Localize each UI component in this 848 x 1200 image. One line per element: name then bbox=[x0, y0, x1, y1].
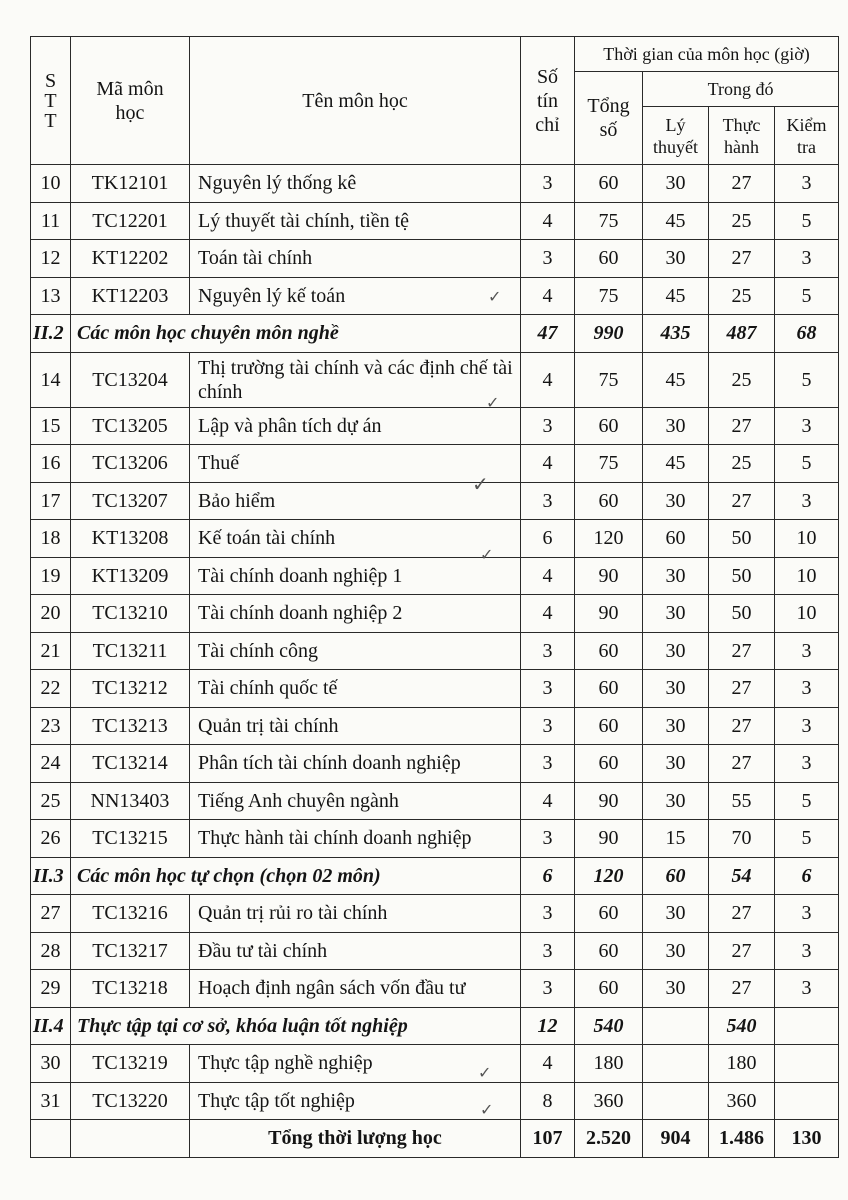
cell-practice-hours: 50 bbox=[709, 520, 775, 558]
cell-exam-hours: 5 bbox=[775, 352, 839, 407]
cell-total-hours: 60 bbox=[575, 632, 643, 670]
cell-theory-hours bbox=[643, 1045, 709, 1083]
cell-stt: 23 bbox=[31, 707, 71, 745]
section-exam-hours: 68 bbox=[775, 315, 839, 353]
cell-course-name: Kế toán tài chính bbox=[190, 520, 521, 558]
cell-exam-hours: 5 bbox=[775, 445, 839, 483]
table-row bbox=[31, 240, 839, 278]
cell-course-name: Thực tập nghề nghiệp bbox=[190, 1045, 521, 1083]
cell-credits: 3 bbox=[521, 895, 575, 933]
total-practice-hours: 1.486 bbox=[709, 1120, 775, 1158]
cell-stt: 30 bbox=[31, 1045, 71, 1083]
section-row bbox=[31, 857, 839, 895]
section-practice-hours: 54 bbox=[709, 857, 775, 895]
cell-course-code: TC13211 bbox=[71, 632, 190, 670]
total-row bbox=[31, 1120, 839, 1158]
cell-exam-hours: 5 bbox=[775, 820, 839, 858]
cell-practice-hours: 25 bbox=[709, 352, 775, 407]
total-label: Tổng thời lượng học bbox=[190, 1120, 521, 1158]
cell-course-code: TC13204 bbox=[71, 352, 190, 407]
cell-total-hours: 60 bbox=[575, 932, 643, 970]
cell-exam-hours: 10 bbox=[775, 557, 839, 595]
cell-practice-hours: 55 bbox=[709, 782, 775, 820]
cell-credits: 4 bbox=[521, 1045, 575, 1083]
cell-stt: 18 bbox=[31, 520, 71, 558]
cell-theory-hours: 30 bbox=[643, 782, 709, 820]
table-row bbox=[31, 1045, 839, 1083]
cell-course-code: TC13219 bbox=[71, 1045, 190, 1083]
cell-credits: 3 bbox=[521, 240, 575, 278]
cell-practice-hours: 25 bbox=[709, 277, 775, 315]
section-title: Thực tập tại cơ sở, khóa luận tốt nghiệp bbox=[71, 1007, 521, 1045]
cell-exam-hours: 5 bbox=[775, 277, 839, 315]
section-title: Các môn học chuyên môn nghề bbox=[71, 315, 521, 353]
section-row bbox=[31, 1007, 839, 1045]
table-row bbox=[31, 820, 839, 858]
cell-credits: 4 bbox=[521, 557, 575, 595]
cell-practice-hours: 50 bbox=[709, 595, 775, 633]
cell-exam-hours: 3 bbox=[775, 240, 839, 278]
header-thoi-gian: Thời gian của môn học (giờ) bbox=[575, 37, 839, 72]
cell-credits: 4 bbox=[521, 202, 575, 240]
cell-exam-hours: 5 bbox=[775, 202, 839, 240]
cell-total-hours: 60 bbox=[575, 970, 643, 1008]
section-credits: 6 bbox=[521, 857, 575, 895]
cell-credits: 3 bbox=[521, 670, 575, 708]
table-row bbox=[31, 520, 839, 558]
cell-exam-hours bbox=[775, 1045, 839, 1083]
cell-total-hours: 60 bbox=[575, 482, 643, 520]
cell-stt: 10 bbox=[31, 165, 71, 203]
total-empty-cell bbox=[31, 1120, 71, 1158]
section-id: II.2 bbox=[31, 315, 71, 353]
section-credits: 12 bbox=[521, 1007, 575, 1045]
cell-stt: 20 bbox=[31, 595, 71, 633]
cell-course-code: KT13209 bbox=[71, 557, 190, 595]
section-theory-hours: 60 bbox=[643, 857, 709, 895]
cell-stt: 27 bbox=[31, 895, 71, 933]
table-row bbox=[31, 595, 839, 633]
cell-course-name: Tài chính quốc tế bbox=[190, 670, 521, 708]
table-header bbox=[31, 37, 839, 165]
cell-practice-hours: 27 bbox=[709, 482, 775, 520]
cell-theory-hours: 45 bbox=[643, 202, 709, 240]
cell-theory-hours: 15 bbox=[643, 820, 709, 858]
header-ly-thuyet: Lý thuyết bbox=[643, 107, 709, 165]
cell-credits: 3 bbox=[521, 165, 575, 203]
header-kiem-tra: Kiểm tra bbox=[775, 107, 839, 165]
cell-stt: 31 bbox=[31, 1082, 71, 1120]
curriculum-table bbox=[30, 36, 839, 1158]
cell-course-code: NN13403 bbox=[71, 782, 190, 820]
cell-theory-hours: 30 bbox=[643, 240, 709, 278]
total-credits: 107 bbox=[521, 1120, 575, 1158]
cell-credits: 3 bbox=[521, 820, 575, 858]
section-id: II.3 bbox=[31, 857, 71, 895]
cell-stt: 19 bbox=[31, 557, 71, 595]
cell-course-code: TC13218 bbox=[71, 970, 190, 1008]
cell-theory-hours: 30 bbox=[643, 932, 709, 970]
cell-course-code: TC13210 bbox=[71, 595, 190, 633]
cell-stt: 12 bbox=[31, 240, 71, 278]
cell-exam-hours: 3 bbox=[775, 482, 839, 520]
cell-stt: 28 bbox=[31, 932, 71, 970]
cell-course-name: Nguyên lý thống kê bbox=[190, 165, 521, 203]
total-exam-hours: 130 bbox=[775, 1120, 839, 1158]
cell-practice-hours: 27 bbox=[709, 970, 775, 1008]
cell-practice-hours: 27 bbox=[709, 707, 775, 745]
cell-practice-hours: 27 bbox=[709, 632, 775, 670]
section-credits: 47 bbox=[521, 315, 575, 353]
cell-course-code: TC13214 bbox=[71, 745, 190, 783]
cell-credits: 3 bbox=[521, 745, 575, 783]
cell-course-name: Thị trường tài chính và các định chế tài chính bbox=[190, 352, 521, 407]
cell-stt: 22 bbox=[31, 670, 71, 708]
cell-theory-hours: 60 bbox=[643, 520, 709, 558]
cell-course-name: Hoạch định ngân sách vốn đầu tư bbox=[190, 970, 521, 1008]
header-ten-mon-hoc: Tên môn học bbox=[190, 37, 521, 165]
cell-exam-hours: 3 bbox=[775, 632, 839, 670]
cell-credits: 3 bbox=[521, 970, 575, 1008]
cell-practice-hours: 25 bbox=[709, 445, 775, 483]
cell-stt: 21 bbox=[31, 632, 71, 670]
cell-exam-hours: 3 bbox=[775, 970, 839, 1008]
cell-exam-hours: 3 bbox=[775, 895, 839, 933]
cell-course-code: TC13205 bbox=[71, 407, 190, 445]
total-hours: 2.520 bbox=[575, 1120, 643, 1158]
cell-total-hours: 60 bbox=[575, 240, 643, 278]
cell-practice-hours: 360 bbox=[709, 1082, 775, 1120]
cell-stt: 14 bbox=[31, 352, 71, 407]
cell-course-name: Nguyên lý kế toán bbox=[190, 277, 521, 315]
cell-theory-hours bbox=[643, 1082, 709, 1120]
cell-course-code: KT12203 bbox=[71, 277, 190, 315]
table-row bbox=[31, 482, 839, 520]
section-practice-hours: 487 bbox=[709, 315, 775, 353]
cell-course-code: TC13216 bbox=[71, 895, 190, 933]
cell-total-hours: 180 bbox=[575, 1045, 643, 1083]
cell-practice-hours: 27 bbox=[709, 932, 775, 970]
cell-practice-hours: 27 bbox=[709, 240, 775, 278]
total-empty-cell bbox=[71, 1120, 190, 1158]
table-row bbox=[31, 202, 839, 240]
curriculum-table-wrapper bbox=[30, 36, 839, 1158]
table-row bbox=[31, 670, 839, 708]
section-total-hours: 540 bbox=[575, 1007, 643, 1045]
cell-practice-hours: 27 bbox=[709, 670, 775, 708]
cell-exam-hours: 3 bbox=[775, 670, 839, 708]
section-total-hours: 120 bbox=[575, 857, 643, 895]
cell-credits: 3 bbox=[521, 632, 575, 670]
cell-credits: 4 bbox=[521, 782, 575, 820]
total-theory-hours: 904 bbox=[643, 1120, 709, 1158]
cell-practice-hours: 27 bbox=[709, 165, 775, 203]
cell-total-hours: 75 bbox=[575, 352, 643, 407]
cell-exam-hours: 5 bbox=[775, 782, 839, 820]
cell-course-name: Bảo hiểm bbox=[190, 482, 521, 520]
cell-theory-hours: 30 bbox=[643, 707, 709, 745]
cell-credits: 8 bbox=[521, 1082, 575, 1120]
cell-course-name: Toán tài chính bbox=[190, 240, 521, 278]
cell-course-code: TC13207 bbox=[71, 482, 190, 520]
cell-stt: 17 bbox=[31, 482, 71, 520]
handwritten-check-mark: ✓ bbox=[488, 287, 502, 306]
section-row bbox=[31, 315, 839, 353]
cell-total-hours: 60 bbox=[575, 407, 643, 445]
handwritten-check-mark: ✓ bbox=[480, 1100, 494, 1119]
cell-course-name: Đầu tư tài chính bbox=[190, 932, 521, 970]
cell-exam-hours: 10 bbox=[775, 595, 839, 633]
cell-course-name: Thực tập tốt nghiệp bbox=[190, 1082, 521, 1120]
table-row bbox=[31, 407, 839, 445]
cell-exam-hours: 10 bbox=[775, 520, 839, 558]
cell-credits: 6 bbox=[521, 520, 575, 558]
table-row bbox=[31, 445, 839, 483]
table-row bbox=[31, 745, 839, 783]
table-row bbox=[31, 165, 839, 203]
cell-course-code: TC13213 bbox=[71, 707, 190, 745]
cell-theory-hours: 30 bbox=[643, 970, 709, 1008]
cell-course-code: KT12202 bbox=[71, 240, 190, 278]
cell-credits: 4 bbox=[521, 352, 575, 407]
table-row bbox=[31, 352, 839, 407]
cell-theory-hours: 30 bbox=[643, 745, 709, 783]
cell-total-hours: 90 bbox=[575, 820, 643, 858]
cell-theory-hours: 30 bbox=[643, 670, 709, 708]
cell-credits: 4 bbox=[521, 445, 575, 483]
cell-course-code: TK12101 bbox=[71, 165, 190, 203]
cell-credits: 3 bbox=[521, 482, 575, 520]
cell-total-hours: 75 bbox=[575, 277, 643, 315]
cell-course-code: TC13217 bbox=[71, 932, 190, 970]
header-tong-so: Tổng số bbox=[575, 72, 643, 165]
cell-stt: 29 bbox=[31, 970, 71, 1008]
cell-stt: 13 bbox=[31, 277, 71, 315]
cell-course-code: KT13208 bbox=[71, 520, 190, 558]
cell-credits: 4 bbox=[521, 277, 575, 315]
cell-practice-hours: 180 bbox=[709, 1045, 775, 1083]
handwritten-check-mark: ✓ bbox=[480, 545, 494, 564]
cell-total-hours: 60 bbox=[575, 745, 643, 783]
cell-total-hours: 60 bbox=[575, 707, 643, 745]
cell-stt: 26 bbox=[31, 820, 71, 858]
cell-total-hours: 120 bbox=[575, 520, 643, 558]
table-row bbox=[31, 970, 839, 1008]
cell-total-hours: 90 bbox=[575, 595, 643, 633]
cell-theory-hours: 30 bbox=[643, 595, 709, 633]
cell-total-hours: 60 bbox=[575, 895, 643, 933]
cell-course-name: Quản trị tài chính bbox=[190, 707, 521, 745]
cell-credits: 3 bbox=[521, 407, 575, 445]
cell-course-code: TC12201 bbox=[71, 202, 190, 240]
cell-theory-hours: 30 bbox=[643, 165, 709, 203]
table-row bbox=[31, 1082, 839, 1120]
header-so-tin-chi: Số tín chỉ bbox=[521, 37, 575, 165]
header-thuc-hanh: Thực hành bbox=[709, 107, 775, 165]
cell-course-name: Thuế bbox=[190, 445, 521, 483]
cell-stt: 11 bbox=[31, 202, 71, 240]
cell-total-hours: 75 bbox=[575, 445, 643, 483]
handwritten-check-mark: ✓ bbox=[486, 393, 500, 412]
cell-exam-hours: 3 bbox=[775, 407, 839, 445]
cell-total-hours: 60 bbox=[575, 165, 643, 203]
section-theory-hours: 435 bbox=[643, 315, 709, 353]
cell-course-name: Phân tích tài chính doanh nghiệp bbox=[190, 745, 521, 783]
section-id: II.4 bbox=[31, 1007, 71, 1045]
cell-stt: 25 bbox=[31, 782, 71, 820]
cell-theory-hours: 30 bbox=[643, 895, 709, 933]
cell-practice-hours: 70 bbox=[709, 820, 775, 858]
cell-theory-hours: 45 bbox=[643, 277, 709, 315]
section-title: Các môn học tự chọn (chọn 02 môn) bbox=[71, 857, 521, 895]
cell-course-code: TC13220 bbox=[71, 1082, 190, 1120]
cell-theory-hours: 45 bbox=[643, 352, 709, 407]
cell-practice-hours: 27 bbox=[709, 895, 775, 933]
cell-theory-hours: 30 bbox=[643, 482, 709, 520]
cell-course-name: Lý thuyết tài chính, tiền tệ bbox=[190, 202, 521, 240]
cell-total-hours: 360 bbox=[575, 1082, 643, 1120]
cell-practice-hours: 25 bbox=[709, 202, 775, 240]
cell-credits: 3 bbox=[521, 932, 575, 970]
table-row bbox=[31, 707, 839, 745]
header-ma-mon-hoc: Mã môn học bbox=[71, 37, 190, 165]
cell-course-name: Tài chính doanh nghiệp 2 bbox=[190, 595, 521, 633]
cell-theory-hours: 45 bbox=[643, 445, 709, 483]
cell-course-code: TC13212 bbox=[71, 670, 190, 708]
section-theory-hours bbox=[643, 1007, 709, 1045]
cell-course-name: Thực hành tài chính doanh nghiệp bbox=[190, 820, 521, 858]
table-row bbox=[31, 557, 839, 595]
section-practice-hours: 540 bbox=[709, 1007, 775, 1045]
cell-credits: 3 bbox=[521, 707, 575, 745]
cell-exam-hours bbox=[775, 1082, 839, 1120]
table-row bbox=[31, 632, 839, 670]
header-stt: S T T bbox=[31, 37, 71, 165]
cell-exam-hours: 3 bbox=[775, 932, 839, 970]
handwritten-check-mark: ✓ bbox=[472, 472, 489, 496]
cell-practice-hours: 27 bbox=[709, 745, 775, 783]
cell-stt: 16 bbox=[31, 445, 71, 483]
table-row bbox=[31, 782, 839, 820]
cell-theory-hours: 30 bbox=[643, 632, 709, 670]
handwritten-check-mark: ✓ bbox=[478, 1063, 492, 1082]
cell-exam-hours: 3 bbox=[775, 165, 839, 203]
cell-total-hours: 60 bbox=[575, 670, 643, 708]
table-row bbox=[31, 277, 839, 315]
cell-exam-hours: 3 bbox=[775, 745, 839, 783]
cell-theory-hours: 30 bbox=[643, 407, 709, 445]
header-trong-do: Trong đó bbox=[643, 72, 839, 107]
cell-course-name: Lập và phân tích dự án bbox=[190, 407, 521, 445]
cell-course-code: TC13206 bbox=[71, 445, 190, 483]
table-row bbox=[31, 895, 839, 933]
cell-course-code: TC13215 bbox=[71, 820, 190, 858]
table-body bbox=[31, 165, 839, 1158]
cell-exam-hours: 3 bbox=[775, 707, 839, 745]
cell-course-name: Tiếng Anh chuyên ngành bbox=[190, 782, 521, 820]
cell-course-name: Quản trị rủi ro tài chính bbox=[190, 895, 521, 933]
table-row bbox=[31, 932, 839, 970]
cell-course-name: Tài chính công bbox=[190, 632, 521, 670]
cell-practice-hours: 50 bbox=[709, 557, 775, 595]
section-exam-hours: 6 bbox=[775, 857, 839, 895]
cell-total-hours: 90 bbox=[575, 557, 643, 595]
cell-stt: 24 bbox=[31, 745, 71, 783]
cell-total-hours: 90 bbox=[575, 782, 643, 820]
cell-practice-hours: 27 bbox=[709, 407, 775, 445]
section-total-hours: 990 bbox=[575, 315, 643, 353]
cell-total-hours: 75 bbox=[575, 202, 643, 240]
cell-theory-hours: 30 bbox=[643, 557, 709, 595]
cell-stt: 15 bbox=[31, 407, 71, 445]
section-exam-hours bbox=[775, 1007, 839, 1045]
cell-course-name: Tài chính doanh nghiệp 1 bbox=[190, 557, 521, 595]
cell-credits: 4 bbox=[521, 595, 575, 633]
